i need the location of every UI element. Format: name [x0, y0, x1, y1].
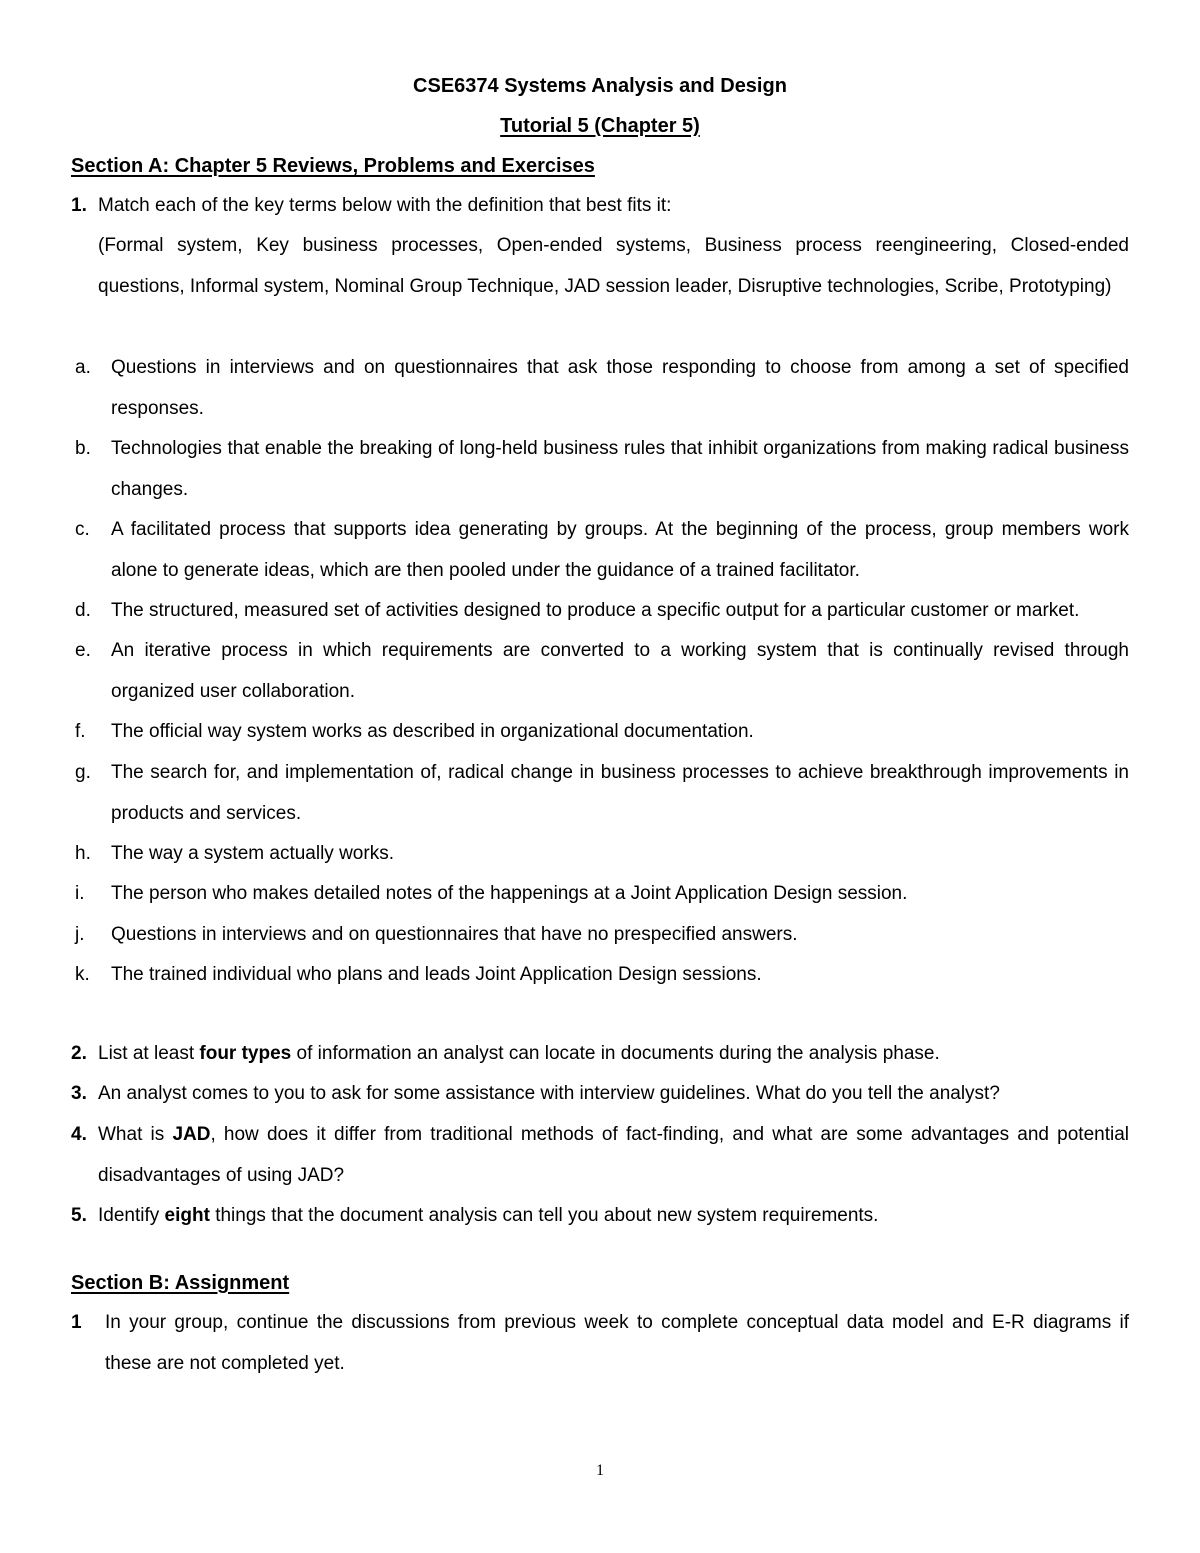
question-1-terms: (Formal system, Key business processes, Open-ended systems, Business process reengineering, Closed-ended questions, Informal system, Nominal Group Technique, JAD session leader, Disruptive technologies, Scribe, Prototyping) — [98, 235, 1129, 297]
question-2-pre: List at least — [98, 1043, 200, 1064]
question-4-number: 4. — [71, 1124, 87, 1145]
document-title: CSE6374 Systems Analysis and Design — [413, 75, 787, 97]
question-5-text — [98, 1196, 1129, 1237]
subtitle-text: Tutorial 5 (Chapter 5) — [500, 115, 700, 137]
question-2-number: 2. — [71, 1043, 87, 1064]
question-5-number: 5. — [71, 1205, 87, 1226]
definition-c-text: A facilitated process that supports idea generating by groups. At the beginning of the process, group members work alone to generate ideas, which are then pooled under the guidance of a trained facilitator. — [111, 519, 1129, 581]
definition-g-letter: g. — [75, 762, 91, 783]
definition-h-text: The way a system actually works. — [111, 843, 394, 864]
question-3-number: 3. — [71, 1083, 87, 1104]
document-subtitle — [0, 114, 1200, 138]
assignment-1-number: 1 — [71, 1312, 82, 1333]
page-number: 1 — [596, 1462, 604, 1479]
definition-h-letter: h. — [75, 843, 91, 864]
question-1-number: 1. — [71, 195, 87, 216]
definition-a-letter: a. — [75, 357, 91, 378]
section-a-heading: Section A: Chapter 5 Reviews, Problems and Exercises — [71, 155, 595, 177]
definition-c-letter: c. — [75, 519, 90, 540]
question-4-post: , how does it differ from traditional methods of fact-finding, and what are some advantages and potential disadvantages of using JAD? — [98, 1124, 1129, 1186]
definition-e-text: An iterative process in which requirements are converted to a working system that is continually revised through organized user collaboration. — [111, 640, 1129, 702]
question-4-pre: What is — [98, 1124, 173, 1145]
definition-k-letter: k. — [75, 964, 90, 985]
question-1-text: Match each of the key terms below with the definition that best fits it: — [98, 195, 672, 216]
definition-g-text: The search for, and implementation of, radical change in business processes to achieve breakthrough improvements in products and services. — [111, 762, 1129, 824]
definition-b-letter: b. — [75, 438, 91, 459]
definition-j-text: Questions in interviews and on questionnaires that have no prespecified answers. — [111, 924, 798, 945]
definition-e-letter: e. — [75, 640, 91, 661]
question-5-pre: Identify — [98, 1205, 165, 1226]
question-3-text: An analyst comes to you to ask for some assistance with interview guidelines. What do you tell the analyst? — [98, 1083, 1000, 1104]
definition-d-letter: d. — [75, 600, 91, 621]
section-b-heading: Section B: Assignment — [71, 1272, 290, 1294]
question-5-emphasis: eight — [164, 1205, 210, 1226]
definition-a-text: Questions in interviews and on questionnaires that ask those responding to choose from among a set of specified responses. — [111, 357, 1129, 419]
definition-f-text: The official way system works as described in organizational documentation. — [111, 721, 754, 742]
definition-k-text: The trained individual who plans and leads Joint Application Design sessions. — [111, 964, 762, 985]
question-2-post: of information an analyst can locate in documents during the analysis phase. — [291, 1043, 940, 1064]
definition-b-text: Technologies that enable the breaking of long-held business rules that inhibit organizations from making radical business changes. — [111, 438, 1129, 500]
definition-f-letter: f. — [75, 721, 86, 742]
question-2-text — [98, 1034, 1129, 1075]
definition-i-text: The person who makes detailed notes of the happenings at a Joint Application Design session. — [111, 883, 908, 904]
assignment-1-text: In your group, continue the discussions from previous week to complete conceptual data model and E-R diagrams if these are not completed yet. — [105, 1312, 1129, 1374]
question-4-emphasis: JAD — [172, 1124, 211, 1145]
question-5-post: things that the document analysis can tell you about new system requirements. — [209, 1205, 879, 1226]
question-2-emphasis: four types — [199, 1043, 292, 1064]
definition-j-letter: j. — [75, 924, 85, 945]
question-4-text — [98, 1115, 1129, 1196]
definition-i-letter: i. — [75, 883, 85, 904]
definition-d-text: The structured, measured set of activities designed to produce a specific output for a particular customer or market. — [111, 600, 1080, 621]
